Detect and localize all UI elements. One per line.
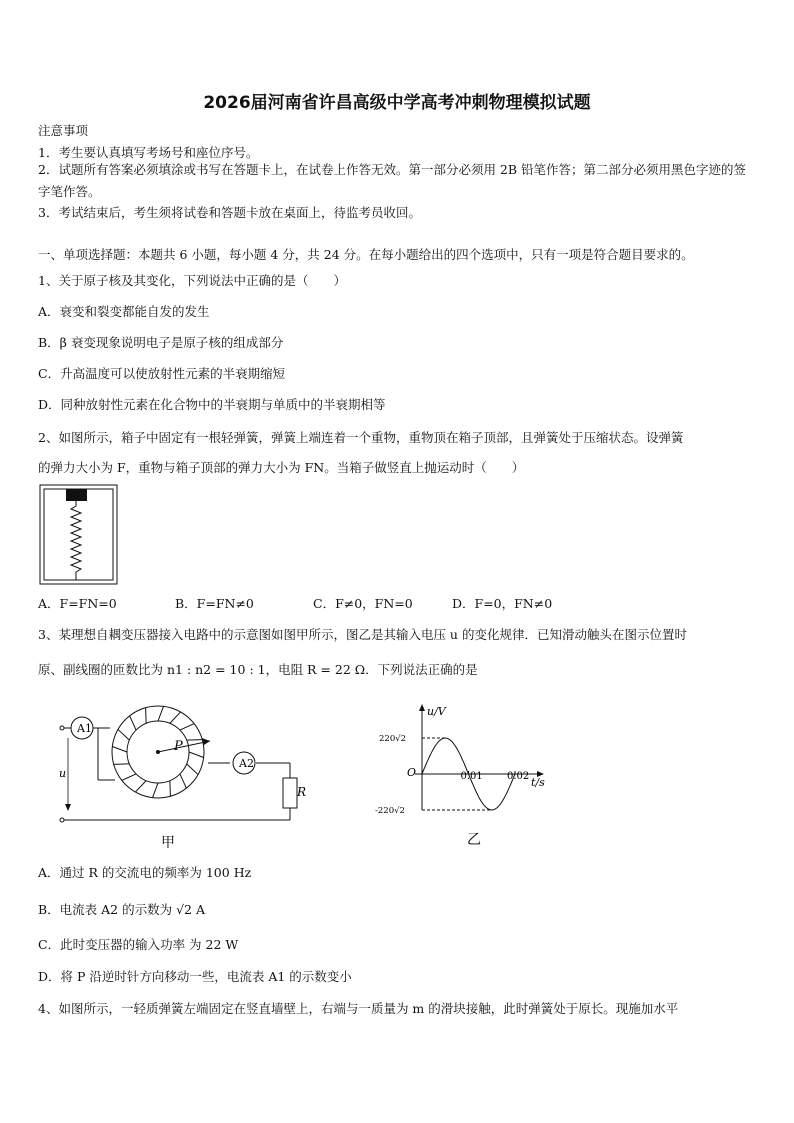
q1-stem: 1、关于原子核及其变化，下列说法中正确的是（ ）: [38, 273, 346, 288]
winding-turn: [135, 781, 146, 792]
a1-label: A1: [77, 722, 92, 735]
winding-turn: [114, 764, 130, 765]
q4-stem-line1: 4、如图所示，一轻质弹簧左端固定在竖直墙壁上，右端与一质量为 m 的滑块接触，此时弹簧处于原长。现施加水平: [38, 1001, 679, 1016]
q2-box-figure: [39, 484, 119, 586]
terminal-top: [60, 726, 64, 730]
x-ticks: [461, 771, 530, 782]
winding-turn: [180, 774, 186, 788]
winding-turn: [187, 740, 203, 741]
notice-heading: 注意事项: [38, 123, 89, 138]
winding-turn: [189, 752, 204, 758]
q3-option-d: D．将 P 沿逆时针方向移动一些，电流表 A1 的示数变小: [38, 969, 352, 984]
winding-turn: [158, 706, 164, 721]
winding-turn: [112, 746, 127, 752]
r-label: R: [297, 785, 307, 799]
winding-turn: [187, 764, 198, 775]
u-label: u: [59, 767, 67, 780]
spring: [71, 501, 81, 580]
q2-option-c: C．F≠0，FN=0: [313, 596, 413, 611]
ytick-neg: -220√2: [375, 806, 405, 816]
chart-xlabel: t/s: [531, 776, 545, 789]
q2-stem-line1: 2、如图所示，箱子中固定有一根轻弹簧，弹簧上端连着一个重物，重物顶在箱子顶部，且弹簧处于压缩状态。设弹簧: [38, 430, 684, 445]
q2-stem-line2: 的弹力大小为 F，重物与箱子顶部的弹力大小为 FN。当箱子做竖直上抛运动时（ ）: [38, 460, 525, 475]
slider-arm: [158, 741, 210, 752]
q1-option-a: A．衰变和裂变都能自发的发生: [38, 304, 210, 319]
q3-circuit-figure: [40, 690, 310, 855]
notice-item-2: 2．试题所有答案必须填涂或书写在答题卡上，在试卷上作答无效。第一部分必须用 2B 铅笔作答；第二部分必须用黑色字迹的签字笔作答。: [38, 162, 747, 199]
winding-turn: [146, 708, 147, 724]
pivot-dot: [156, 750, 160, 754]
winding-turn: [122, 774, 136, 780]
a2-label: A2: [239, 757, 254, 770]
winding-turn: [130, 716, 136, 730]
fig-caption-yi: 乙: [467, 832, 481, 848]
q3-voltage-chart: [375, 700, 560, 850]
fig-caption-jia: 甲: [161, 835, 175, 851]
winding-turn: [170, 781, 171, 797]
ytick-pos: 220√2: [379, 734, 407, 744]
q3-option-a: A．通过 R 的交流电的频率为 100 Hz: [38, 865, 252, 880]
p-label: P: [174, 739, 183, 754]
u-arrow-head: [65, 804, 71, 811]
x-tick-label: 0.01: [460, 771, 483, 782]
q3-option-b: B．电流表 A2 的示数为 √2 A: [38, 902, 206, 917]
q1-option-c: C．升高温度可以使放射性元素的半衰期缩短: [38, 366, 286, 381]
q3-stem-line2: 原、副线圈的匝数比为 n1 : n2 = 10 : 1，电阻 R = 22 Ω．下列说法正确的是: [38, 662, 478, 677]
q3-stem-line1: 3、某理想自耦变压器接入电路中的示意图如图甲所示，图乙是其输入电压 u 的变化规律．已知滑动触头在图示位置时: [38, 627, 687, 642]
notice-item-1: 1．考生要认真填写考场号和座位序号。: [38, 145, 259, 160]
winding-turn: [170, 712, 181, 723]
q2-option-d: D．F=0，FN≠0: [452, 596, 553, 611]
q3-option-c: C．此时变压器的输入功率 为 22 W: [38, 937, 239, 952]
x-tick-label: 0.02: [507, 771, 530, 782]
winding-turn: [152, 783, 158, 798]
winding-turn: [180, 724, 194, 730]
terminal-bottom: [60, 818, 64, 822]
box-inner: [44, 489, 113, 580]
weight-block: [66, 489, 87, 501]
section-heading: 一、单项选择题：本题共 6 小题，每小题 4 分，共 24 分。在每小题给出的四个选项中，只有一项是符合题目要求的。: [38, 247, 694, 262]
q2-option-b: B．F=FN≠0: [175, 596, 254, 611]
winding-turn: [118, 729, 129, 740]
page-title: 2026届河南省许昌高级中学高考冲刺物理模拟试题: [203, 93, 591, 113]
q2-option-a: A．F=FN=0: [38, 596, 117, 611]
q1-option-d: D．同种放射性元素在化合物中的半衰期与单质中的半衰期相等: [38, 397, 386, 412]
q1-option-b: B．β 衰变现象说明电子是原子核的组成部分: [38, 335, 284, 350]
chart-ylabel: u/V: [427, 705, 446, 718]
notice-item-3: 3．考试结束后，考生须将试卷和答题卡放在桌面上，待监考员收回。: [38, 205, 421, 220]
y-arrow-head: [419, 704, 425, 711]
resistor-r: [283, 778, 297, 808]
chart-origin: O: [407, 766, 417, 779]
